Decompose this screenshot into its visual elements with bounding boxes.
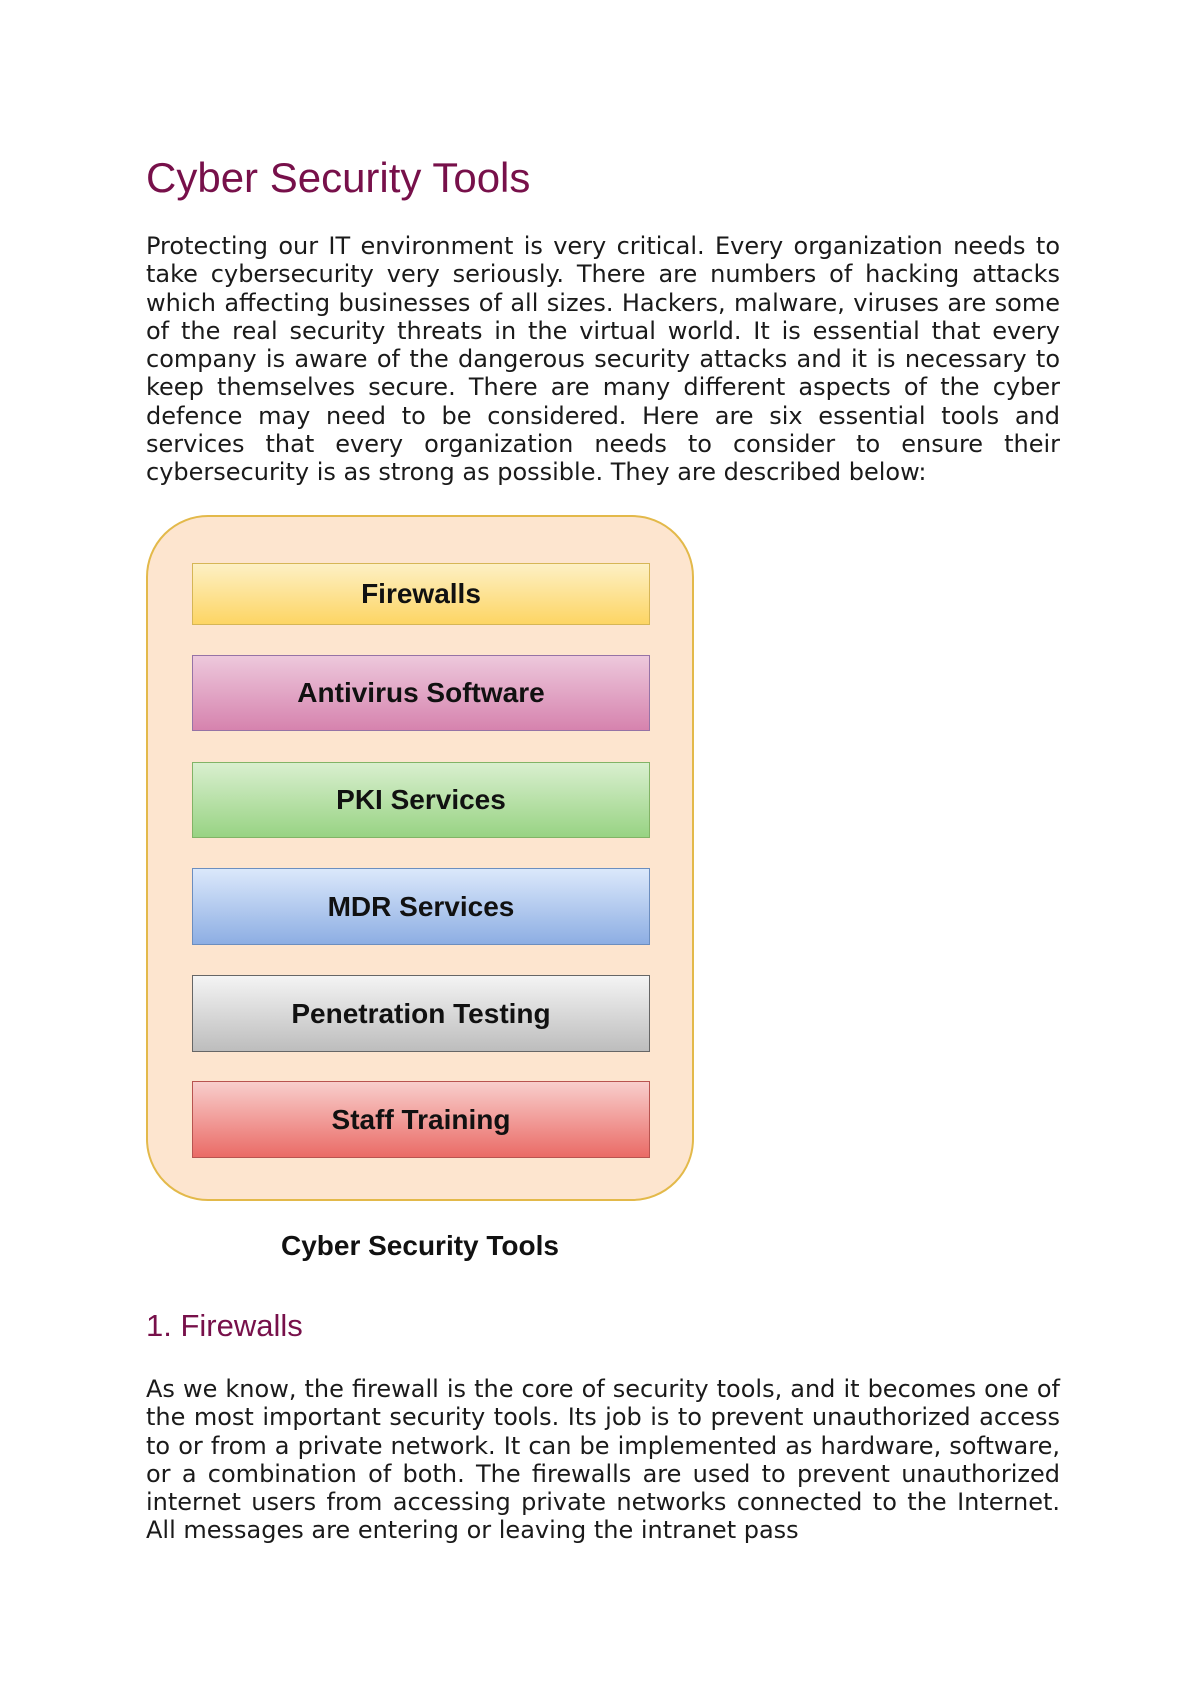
document-title: Cyber Security Tools bbox=[146, 154, 531, 201]
tool-box-staff-training bbox=[192, 1081, 650, 1158]
firewalls-paragraph: As we know, the firewall is the core of security tools, and it becomes one of the most important security tools. Its job is to prevent unauthorized access to or from a private network. It can be implemented as hardware, software, or a combination of both. The firewalls are used to prevent unauthorized internet users from accessing private networks connected to the Internet. All messages are entering or leaving the intranet pass bbox=[146, 1375, 1060, 1545]
tool-box-antivirus-software bbox=[192, 655, 650, 731]
tool-box-mdr-services bbox=[192, 868, 650, 945]
tool-box-penetration-testing bbox=[192, 975, 650, 1052]
tool-label: Staff Training bbox=[331, 1103, 511, 1135]
section-heading-firewalls: 1. Firewalls bbox=[146, 1308, 303, 1343]
tool-label: Antivirus Software bbox=[297, 677, 545, 708]
tools-diagram bbox=[146, 515, 694, 1201]
tool-label: Firewalls bbox=[361, 578, 481, 609]
tool-label: Penetration Testing bbox=[291, 997, 551, 1029]
intro-paragraph: Protecting our IT environment is very critical. Every organization needs to take cybersecurity very seriously. There are numbers of hacking attacks which affecting businesses of all sizes. Hackers, malware, viruses are some of the real security threats in the virtual world. It is essential that every company is aware of the dangerous security attacks and it is necessary to keep themselves secure. There are many different aspects of the cyber defence may need to be considered. Here are six essential tools and services that every organization needs to consider to ensure their cybersecurity is as strong as possible. They are described below: bbox=[146, 232, 1060, 487]
tool-label: MDR Services bbox=[327, 890, 515, 922]
diagram-caption: Cyber Security Tools bbox=[280, 1230, 559, 1261]
tool-box-firewalls bbox=[192, 563, 650, 625]
tool-label: PKI Services bbox=[336, 784, 506, 815]
tool-box-pki-services bbox=[192, 762, 650, 838]
